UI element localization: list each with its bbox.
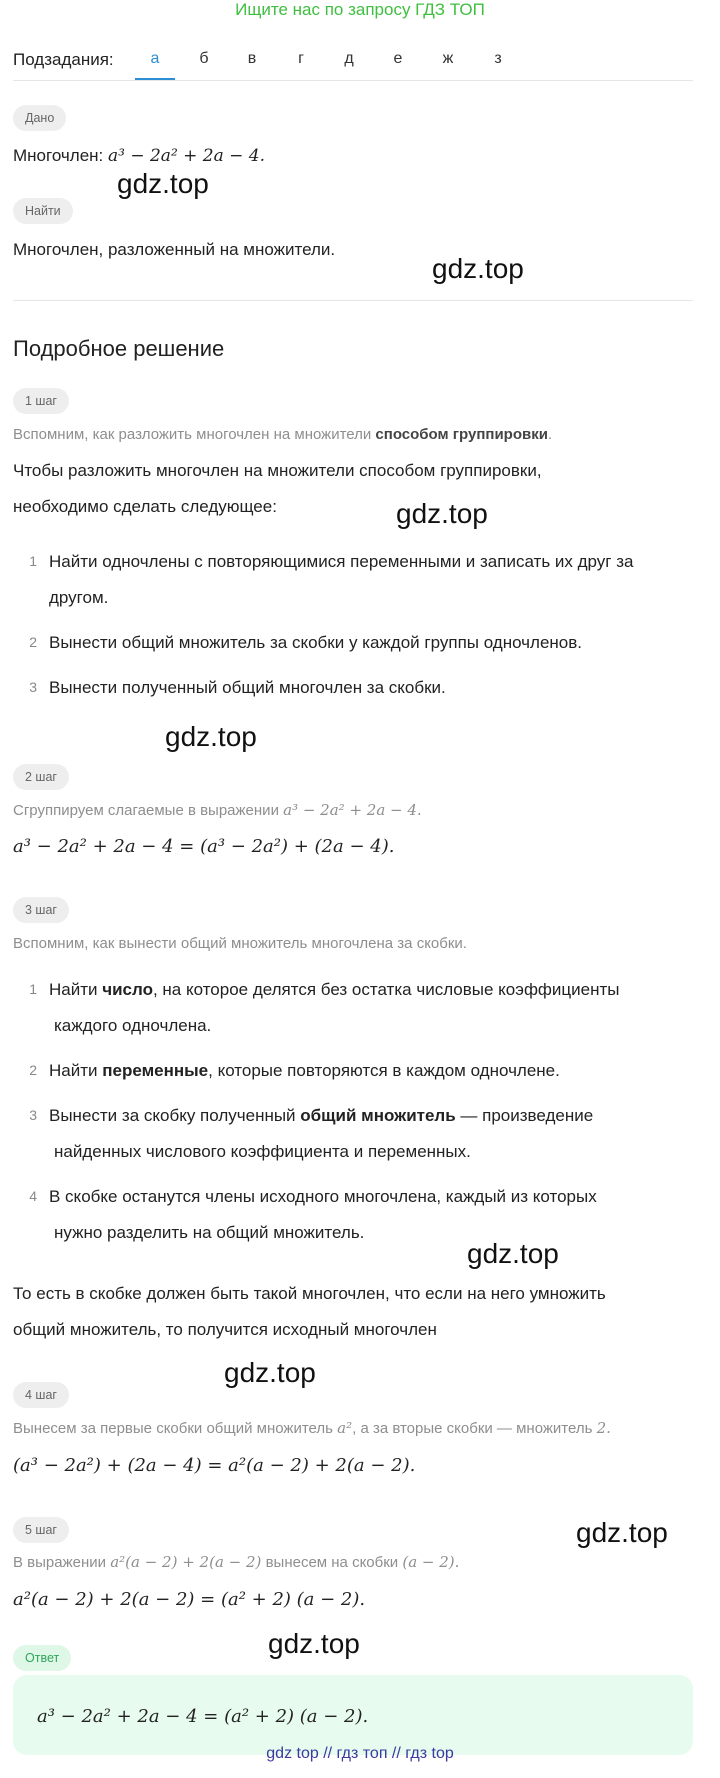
find-text: Многочлен, разложенный на множители. — [13, 240, 336, 259]
step1-line2: необходимо сделать следующее: — [13, 497, 277, 516]
step1-item3-number: 3 — [29, 679, 37, 695]
watermark: gdz.top — [467, 1238, 559, 1269]
watermark: gdz.top — [396, 498, 488, 529]
step2-hint-text: Сгруппируем слагаемые в выражении — [13, 802, 284, 819]
step5-hint-text: В выражении — [13, 1554, 111, 1571]
top-banner[interactable]: Ищите нас по запросу ГДЗ ТОП — [235, 0, 485, 19]
step2-formula: a³ − 2a² + 2a − 4 = (a³ − 2a²) + (2a − 4). — [13, 836, 395, 857]
step3-item3-bold: общий множитель — [300, 1106, 456, 1125]
step5-hint-expression: a²(a − 2) + 2(a − 2) — [110, 1553, 262, 1571]
answer-badge: Ответ — [13, 1645, 71, 1671]
watermark: gdz.top — [268, 1628, 360, 1659]
tab-d[interactable]: д — [344, 50, 354, 67]
step3-item2-line1 — [49, 1053, 709, 1089]
given-expression: a³ − 2a² + 2a − 4. — [107, 146, 266, 166]
tab-v[interactable]: в — [247, 50, 257, 67]
watermark: gdz.top — [224, 1357, 316, 1388]
step3-line2: общий множитель, то получится исходный многочлен — [13, 1320, 437, 1339]
watermark: gdz.top — [432, 253, 524, 284]
step4-formula: (a³ − 2a²) + (2a − 4) = a²(a − 2) + 2(a − 2). — [13, 1455, 416, 1476]
step3-item2-pre: Найти — [49, 1061, 103, 1080]
tab-a[interactable]: а — [150, 50, 160, 67]
step3-item1-bold: число — [102, 980, 153, 999]
step1-hint-text: Вспомним, как разложить многочлен на множители — [13, 426, 376, 443]
step3-item4-line2: нужно разделить на общий множитель. — [54, 1223, 365, 1242]
subtasks-label: Подзадания: — [13, 50, 114, 69]
step3-item2-number: 2 — [29, 1062, 37, 1078]
section-divider — [13, 300, 693, 301]
step1-item3-line1: Вынести полученный общий многочлен за скобки. — [49, 678, 446, 697]
answer-formula: a³ − 2a² + 2a − 4 = (a² + 2) (a − 2). — [37, 1706, 369, 1727]
step3-item1-number: 1 — [29, 981, 37, 997]
step4-hint-mid: , а за вторые скобки — множитель — [352, 1420, 597, 1437]
step1-hint-bold: способом группировки — [375, 426, 548, 443]
step3-item3-line2: найденных числового коэффициента и переменных. — [54, 1142, 471, 1161]
tab-e[interactable]: е — [393, 50, 403, 67]
step1-item1-line1: Найти одночлены с повторяющимися переменными и записать их друг за — [49, 552, 634, 571]
step3-badge: 3 шаг — [13, 897, 69, 923]
step1-hint — [13, 426, 552, 443]
step3-item1-post: , на которое делятся без остатка числовые коэффициенты — [152, 980, 620, 999]
tabs-divider — [13, 80, 693, 81]
step3-hint: Вспомним, как вынести общий множитель многочлена за скобки. — [13, 935, 467, 952]
step4-hint — [13, 1419, 611, 1437]
step3-item1-line1 — [49, 972, 709, 1008]
tab-z[interactable]: з — [494, 50, 502, 67]
watermark: gdz.top — [117, 168, 209, 199]
step2-hint — [13, 801, 422, 819]
step4-badge: 4 шаг — [13, 1382, 69, 1408]
step3-item4-line1: В скобке останутся члены исходного многочлена, каждый из которых — [49, 1187, 597, 1206]
watermark: gdz.top — [576, 1517, 668, 1548]
step2-badge: 2 шаг — [13, 764, 69, 790]
step2-hint-expression: a³ − 2a² + 2a − 4. — [283, 801, 422, 819]
step3-item4-number: 4 — [29, 1188, 37, 1204]
step3-item2-post: , которые повторяются в каждом одночлене. — [208, 1061, 560, 1080]
step1-item1-line2: другом. — [49, 588, 109, 607]
step4-hint-m2: 2. — [596, 1419, 611, 1437]
step5-hint-expression2: (a − 2). — [402, 1553, 460, 1571]
step5-badge: 5 шаг — [13, 1517, 69, 1543]
watermark: gdz.top — [165, 721, 257, 752]
step5-formula: a²(a − 2) + 2(a − 2) = (a² + 2) (a − 2). — [13, 1589, 366, 1610]
find-badge: Найти — [13, 198, 73, 224]
step3-item1-pre: Найти — [49, 980, 103, 999]
step3-item3-post: — произведение — [455, 1106, 594, 1125]
step3-item1-line2: каждого одночлена. — [54, 1016, 212, 1035]
step3-item3-pre: Вынести за скобку полученный — [49, 1106, 301, 1125]
step1-line1: Чтобы разложить многочлен на множители способом группировки, — [13, 461, 542, 480]
step1-hint-end: . — [547, 426, 553, 443]
step1-item1-number: 1 — [29, 553, 37, 569]
tab-g[interactable]: г — [298, 50, 304, 67]
tab-b[interactable]: б — [199, 50, 209, 67]
step1-badge: 1 шаг — [13, 388, 69, 414]
step5-hint-mid: вынесем на скобки — [261, 1554, 403, 1571]
step1-item2-number: 2 — [29, 634, 37, 650]
step3-line1: То есть в скобке должен быть такой многочлен, что если на него умножить — [13, 1284, 606, 1303]
step1-item2-line1: Вынести общий множитель за скобки у каждой группы одночленов. — [49, 633, 583, 652]
step3-item3-line1 — [49, 1098, 709, 1134]
given-prefix: Многочлен: — [13, 146, 108, 165]
step3-item3-number: 3 — [29, 1107, 37, 1123]
step5-hint — [13, 1553, 459, 1571]
step3-item2-bold: переменные — [102, 1061, 209, 1080]
tab-zh[interactable]: ж — [442, 50, 454, 67]
step4-hint-m1: a² — [337, 1419, 353, 1437]
solution-title: Подробное решение — [13, 336, 225, 361]
footer-links[interactable]: gdz top // гдз топ // гдз top — [266, 1745, 454, 1762]
step4-hint-text: Вынесем за первые скобки общий множитель — [13, 1420, 338, 1437]
given-badge: Дано — [13, 105, 66, 131]
